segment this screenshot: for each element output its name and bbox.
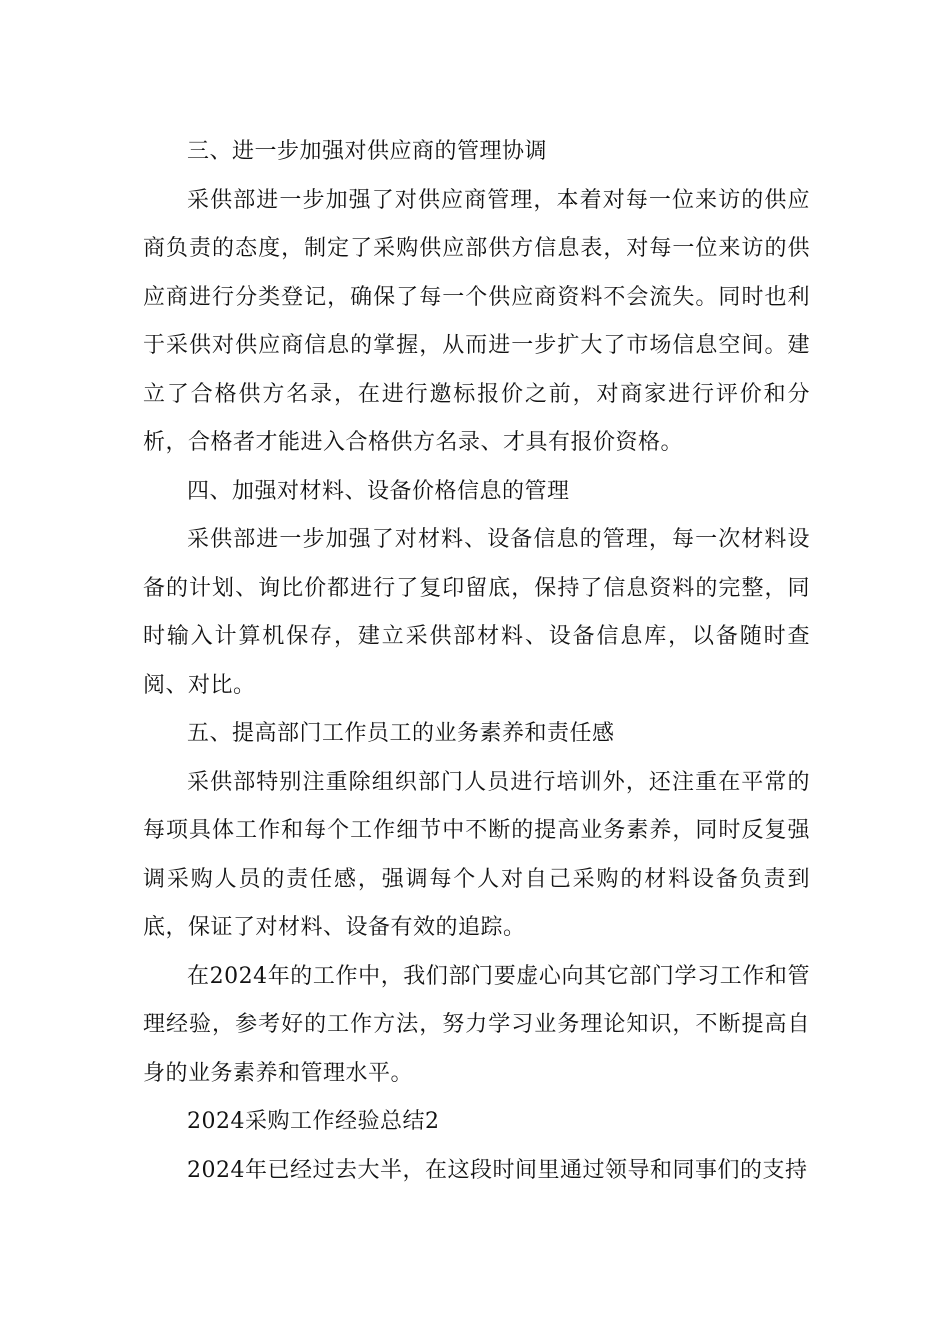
section-body-supplier-management: 采供部进一步加强了对供应商管理，本着对每一位来访的供应商负责的态度，制定了采购供应部供方信息表，对每一位来访的供应商进行分类登记，确保了每一个供应商资料不会流失。同时也利于采供对供应商信息的掌握，从而进一步扩大了市场信息空间。建立了合格供方名录，在进行邀标报价之前，对商家进行评价和分析，合格者才能进入合格供方名录、才具有报价资格。 — [143, 187, 810, 455]
section-heading-price-information: 四、加强对材料、设备价格信息的管理 — [187, 478, 570, 504]
closing-paragraph: 在2024年的工作中，我们部门要虚心向其它部门学习工作和管理经验，参考好的工作方法，努力学习业务理论知识，不断提高自身的业务素养和管理水平。 — [143, 963, 810, 1086]
section-heading-staff-quality: 五、提高部门工作员工的业务素养和责任感 — [187, 721, 615, 746]
section-heading-supplier-management: 三、进一步加强对供应商的管理协调 — [187, 139, 548, 164]
next-document-paragraph: 2024年已经过去大半，在这段时间里通过领导和同事们的支持 — [187, 1157, 808, 1183]
section-body-price-information: 采供部进一步加强了对材料、设备信息的管理，每一次材料设备的计划、询比价都进行了复印留底，保持了信息资料的完整，同时输入计算机保存，建立采供部材料、设备信息库，以备随时查阅、对比。 — [143, 527, 810, 698]
document-body — [143, 128, 810, 1195]
section-body-staff-quality: 采供部特别注重除组织部门人员进行培训外，还注重在平常的每项具体工作和每个工作细节中不断的提高业务素养，同时反复强调采购人员的责任感，强调每个人对自己采购的材料设备负责到底，保证了对材料、设备有效的追踪。 — [143, 769, 810, 940]
next-document-title: 2024采购工作经验总结2 — [187, 1109, 440, 1134]
